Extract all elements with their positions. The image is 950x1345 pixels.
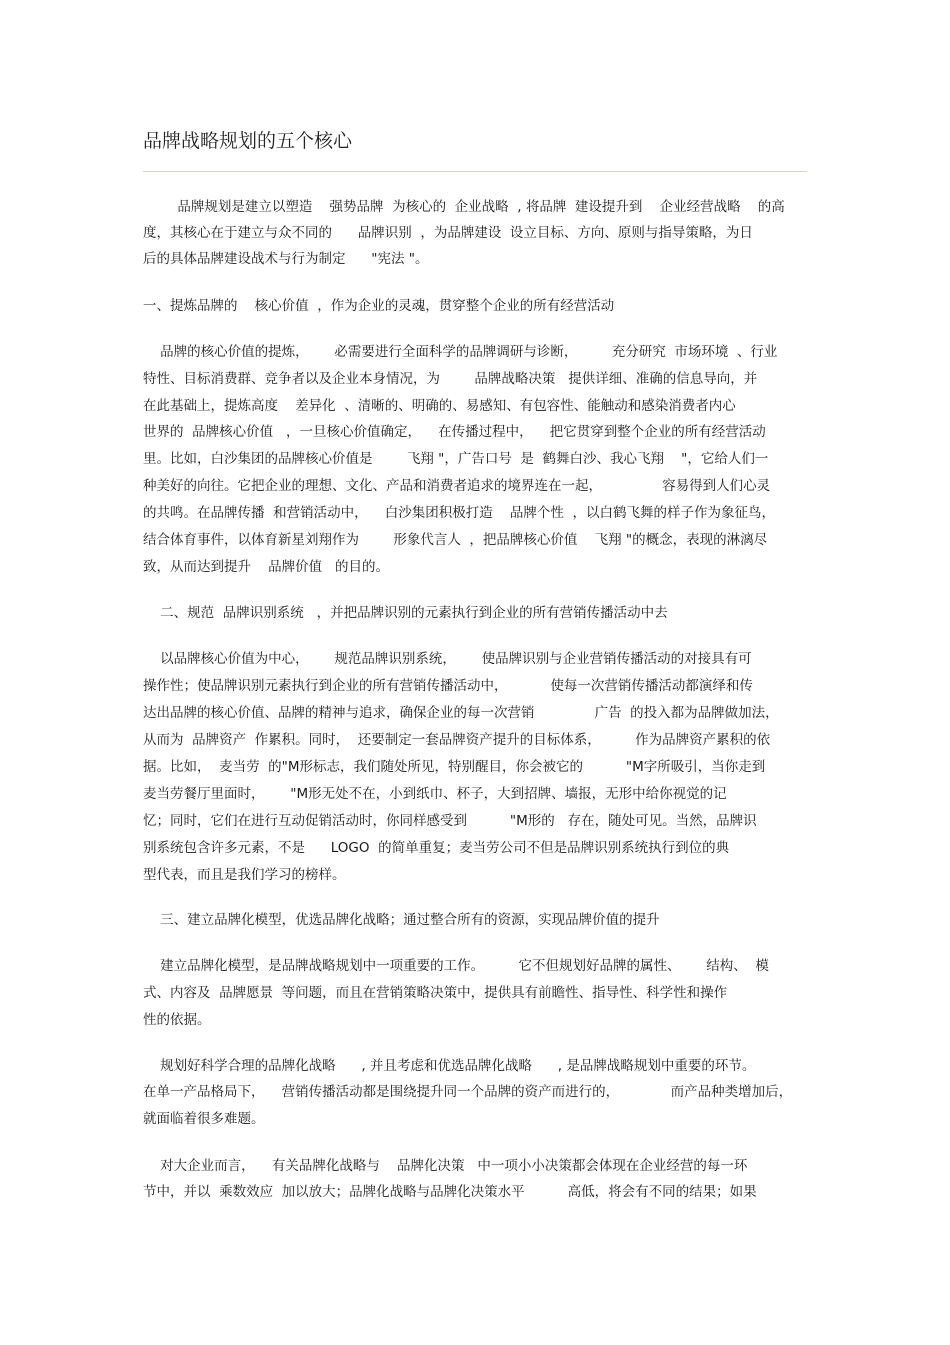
paragraph-line: 里。比如，白沙集团的品牌核心价值是 飞翔 "，广告口号 是 鹤舞白沙、我心飞翔 "，它给人们一 — [143, 451, 769, 467]
paragraph-line: 种美好的向往。它把企业的理想、文化、产品和消费者追求的境界连在一起， 容易得到人们心灵 — [143, 478, 771, 494]
paragraph-line: 性的依据。 — [143, 1012, 211, 1028]
paragraph-line: 节中，并以 乘数效应 加以放大；品牌化战略与品牌化决策水平 高低，将会有不同的结果；如果 — [143, 1184, 757, 1200]
paragraph-line: 特性、目标消费群、竞争者以及企业本身情况，为 品牌战略决策 提供详细、准确的信息导向，并 — [143, 371, 758, 387]
paragraph-line: 别系统包含许多元素，不是 LOGO 的简单重复；麦当劳公司不但是品牌识别系统执行到位的典 — [143, 840, 730, 856]
section-heading: 一、提炼品牌的 核心价值 ，作为企业的灵魂，贯穿整个企业的所有经营活动 — [143, 298, 615, 314]
paragraph-line: 在此基础上，提炼高度 差异化 、清晰的、明确的、易感知、有包容性、能触动和感染消费者内心 — [143, 398, 736, 414]
paragraph-line: 从而为 品牌资产 作累积。同时， 还要制定一套品牌资产提升的目标体系， 作为品牌资产累积的依 — [143, 732, 771, 748]
section-heading: 二、规范 品牌识别系统 ，并把品牌识别的元素执行到企业的所有营销传播活动中去 — [143, 605, 668, 621]
page-title: 品牌战略规划的五个核心 — [143, 130, 353, 152]
paragraph-line: 就面临着很多难题。 — [143, 1111, 265, 1127]
paragraph-line: 结合体育事件，以体育新星刘翔作为 形象代言人 ，把品牌核心价值 飞翔 "的概念，表现的淋漓尽 — [143, 532, 768, 548]
paragraph-line: 忆；同时，它们在进行互动促销活动时，你同样感受到 "M形的 存在，随处可见。当然，品牌识 — [143, 813, 757, 829]
section-heading: 三、建立品牌化模型，优选品牌化战略；通过整合所有的资源，实现品牌价值的提升 — [143, 912, 660, 928]
paragraph-line: 据。比如， 麦当劳 的"M形标志，我们随处所见，特别醒目，你会被它的 "M字所吸引，当你走到 — [143, 759, 766, 775]
paragraph-line: 型代表，而且是我们学习的榜样。 — [143, 867, 346, 883]
paragraph-line: 后的具体品牌建设战术与行为制定 "宪法 "。 — [143, 251, 429, 267]
paragraph-line: 品牌规划是建立以塑造 强势品牌 为核心的 企业战略 , 将品牌 建设提升到 企业经营战略 的高 — [143, 199, 785, 215]
paragraph-line: 世界的 品牌核心价值 ，一旦核心价值确定， 在传播过程中， 把它贯穿到整个企业的所有经营活动 — [143, 424, 766, 440]
title-divider — [143, 171, 807, 172]
paragraph-line: 以品牌核心价值为中心， 规范品牌识别系统， 使品牌识别与企业营销传播活动的对接具有可 — [143, 651, 752, 667]
paragraph-line: 度，其核心在于建立与众不同的 品牌识别 ，为品牌建设 设立目标、方向、原则与指导策略，为日 — [143, 225, 753, 241]
paragraph-line: 操作性；使品牌识别元素执行到企业的所有营销传播活动中， 使每一次营销传播活动都演绎和传 — [143, 678, 753, 694]
paragraph-line: 建立品牌化模型，是品牌战略规划中一项重要的工作。 它不但规划好品牌的属性、 结构、 模 — [143, 958, 769, 974]
paragraph-line: 的共鸣。在品牌传播 和营销活动中， 白沙集团积极打造 品牌个性 ，以白鹤飞舞的样子作为象征鸟， — [143, 505, 775, 521]
paragraph-line: 品牌的核心价值的提炼， 必需要进行全面科学的品牌调研与诊断， 充分研究 市场环境 、行业 — [143, 344, 778, 360]
paragraph-line: 麦当劳餐厅里面时， "M形无处不在，小到纸巾、杯子，大到招牌、墙报，无形中给你视觉的记 — [143, 786, 727, 802]
paragraph-line: 规划好科学合理的品牌化战略 , 并且考虑和优选品牌化战略 , 是品牌战略规划中重要的环节。 — [143, 1058, 756, 1074]
paragraph-line: 致，从而达到提升 品牌价值 的目的。 — [143, 559, 390, 575]
paragraph-line: 达出品牌的核心价值、品牌的精神与追求，确保企业的每一次营销 广告 的投入都为品牌做加法， — [143, 705, 779, 721]
paragraph-line: 对大企业而言， 有关品牌化战略与 品牌化决策 中一项小小决策都会体现在企业经营的每一环 — [143, 1158, 748, 1174]
paragraph-line: 在单一产品格局下， 营销传播活动都是围绕提升同一个品牌的资产而进行的， 而产品种类增加后， — [143, 1084, 793, 1100]
paragraph-line: 式、内容及 品牌愿景 等问题，而且在营销策略决策中，提供具有前瞻性、指导性、科学性和操作 — [143, 985, 728, 1001]
